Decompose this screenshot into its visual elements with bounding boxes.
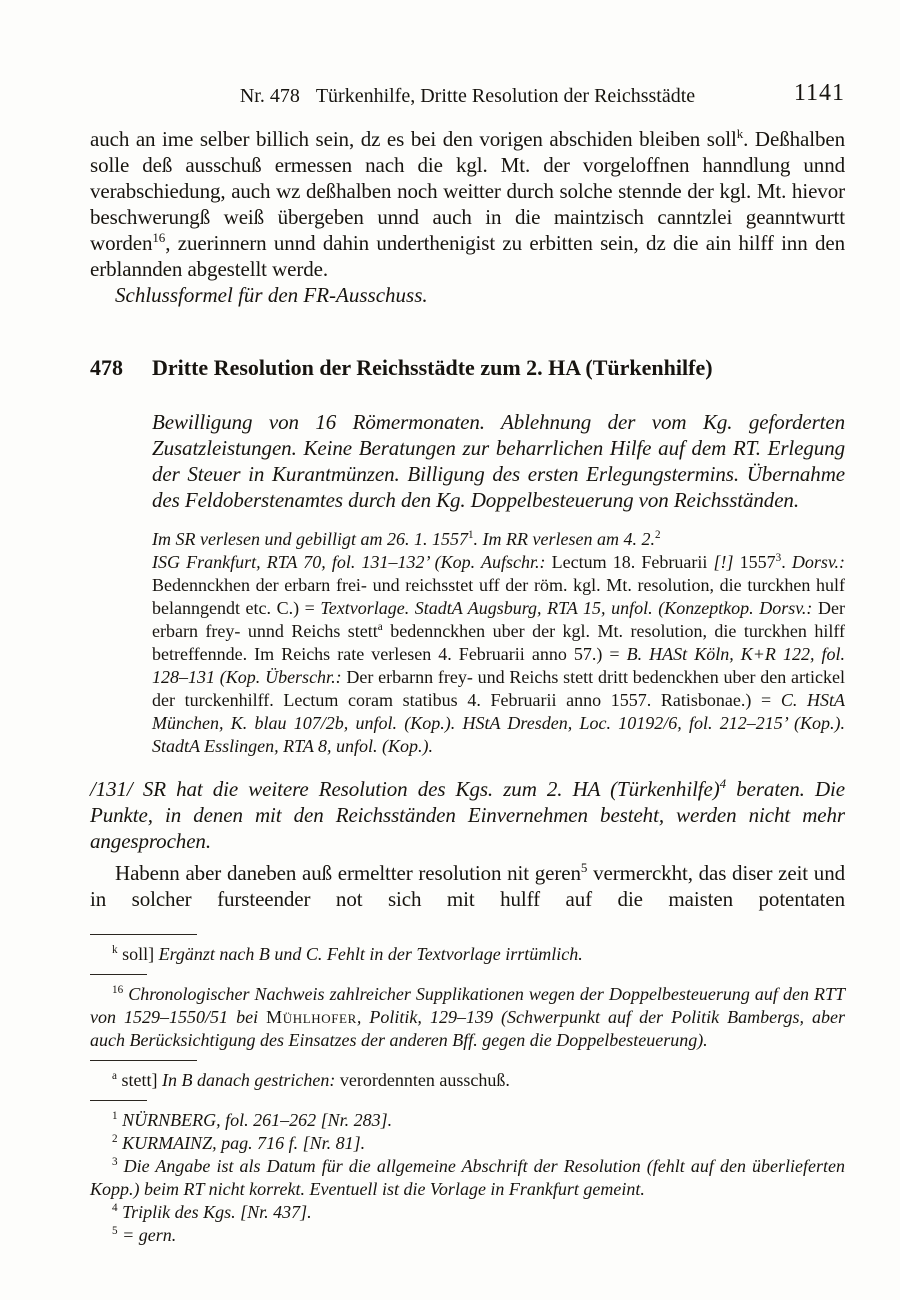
footnote-rule — [90, 974, 147, 975]
footnote-16 — [90, 983, 845, 1052]
entry-heading — [90, 354, 845, 382]
footnote-marker: k — [736, 126, 744, 141]
source-description — [152, 551, 845, 758]
text-segment: , zuerinnern unnd dahin underthenigist zu erbitten sein, dz die ain hilff inn den erblannden abgestellt werde. — [90, 231, 845, 281]
entry-abstract: Bewilligung von 16 Römermonaten. Ablehnung der vom Kg. geforderten Zusatzleistungen. Keine Beratungen zur beharrlichen Hilfe auf dem RT. Erlegung der Steuer in Kurantmünzen. Billigung des ersten Erlegungstermins. Übernahme des Feldoberstenamtes durch den Kg. Doppelbesteuerung von Reichsständen. — [152, 410, 845, 512]
running-header-title: Türkenhilfe, Dritte Resolution der Reichsstädte — [315, 85, 696, 107]
footnote-rule — [90, 934, 197, 935]
text-segment: Bedennckhen der erbarn frei- und reichsstet uff der röm. kgl. Mt. resolution, die turckhen hulf belanngendt etc. C. — [152, 575, 845, 618]
text-segment: vermerckht, das diser zeit und in solcher fursteender not sich mit hulff auf die maisten potentaten — [90, 861, 845, 911]
footnote-marker: k — [112, 944, 118, 956]
text-segment: ISG Frankfurt, RTA 70, fol. 131–132’ (Kop. Aufschr.: — [152, 552, 546, 572]
text-segment: soll] — [117, 944, 159, 964]
footnote-2 — [90, 1132, 845, 1155]
text-segment: Die Angabe ist als Datum für die allgemeine Abschrift der Resolution (fehlt auf den überlieferten Kopp.) beim RT nicht korrekt. Eventuell ist die Vorlage in Frankfurt gemeint. — [90, 1156, 845, 1199]
text-segment: . Deßhalben solle deß ausschuß ermessen nach die kgl. Mt. der vorgeloffnen hanndlung unnd verabschiedung, auch wz deßhalben noch weitter durch solche stennde der kgl. Mt. hievor beschwerungß weiß übergeben unnd auch in die maintzisch canntzlei geanntwurtt worden — [90, 127, 845, 255]
text-segment: , Politik, 129–139 (Schwerpunkt auf der Politik Bambergs, aber auch Berücksichtigung des Einsatzes der anderen Bff. gegen die Doppelbesteuerung). — [90, 1007, 846, 1050]
footnote-marker: 2 — [654, 529, 661, 541]
page-number: 1141 — [793, 80, 845, 106]
text-segment: . Im RR verlesen am 4. 2. — [473, 529, 655, 549]
text-segment: [!] — [713, 552, 734, 572]
footnote-marker: 16 — [112, 984, 124, 996]
text-segment: stett] — [116, 1070, 162, 1090]
footnote-5 — [90, 1224, 845, 1247]
text-segment: beraten. Die Punkte, in denen mit den Reichsständen Einvernehmen besteht, werden nicht mehr angesprochen. — [90, 777, 845, 853]
paragraph-continuation — [90, 126, 845, 282]
text-segment: Ergänzt nach B und C. Fehlt in der Textvorlage irrtümlich. — [158, 944, 583, 964]
text-segment: 1557 — [733, 552, 776, 572]
text-segment: /131/ SR hat die weitere Resolution des Kgs. zum 2. HA (Türkenhilfe) — [90, 777, 720, 801]
text-segment: KURMAINZ, pag. 716 f. [Nr. 81]. — [117, 1133, 366, 1153]
footnote-critical-a — [90, 1069, 845, 1092]
footnote-marker: a — [377, 621, 383, 633]
footnote-marker: 3 — [112, 1156, 118, 1168]
text-segment: . — [781, 552, 792, 572]
footnote-1 — [90, 1109, 845, 1132]
source-reading-note — [152, 528, 845, 551]
text-segment: auch an ime selber billich sein, dz es bei den vorigen abschiden bleiben soll — [90, 127, 737, 151]
text-segment: C. HStA München, K. blau 107/2b, unfol. (Kop.). HStA Dresden, Loc. 10192/6, fol. 212–215’ (Kop.). StadtA Esslingen, RTA 8, unfol. (Kop.). — [152, 690, 845, 756]
footnote-rule — [90, 1100, 147, 1101]
footnote-marker: 4 — [719, 776, 727, 791]
entry-title: Dritte Resolution der Reichsstädte zum 2. HA (Türkenhilfe) — [152, 355, 713, 380]
closing-formula: Schlussformel für den FR-Ausschuss. — [115, 283, 428, 307]
text-segment: Textvorlage. StadtA Augsburg, RTA 15, unfol. (Konzeptkop. Dorsv.: — [320, 598, 813, 618]
text-segment: Lectum 18. Februarii — [545, 552, 714, 572]
text-segment: B. HASt Köln, K+R 122, fol. 128–131 (Kop. Überschr.: — [152, 644, 845, 687]
text-segment: Dorsv.: — [791, 552, 846, 572]
text-segment: verordennten ausschuß. — [335, 1070, 510, 1090]
text-segment: Im SR verlesen und gebilligt am 26. 1. 1557 — [152, 529, 468, 549]
text-segment: Der erbarn frey- unnd Reichs stett — [152, 598, 845, 641]
footnote-marker: 3 — [775, 552, 782, 564]
footnote-4 — [90, 1201, 845, 1224]
footnote-marker: 2 — [112, 1133, 118, 1145]
entry-text-quotation — [90, 860, 845, 912]
footnote-marker: a — [112, 1070, 117, 1082]
text-segment: ) = — [745, 690, 781, 710]
text-segment: Habenn aber daneben auß ermeltter resolution nit geren — [115, 861, 581, 885]
footnote-rule — [90, 1060, 197, 1061]
text-segment: Chronologischer Nachweis zahlreicher Supplikationen wegen der Doppelbesteuerung auf den RTT von 1529–1550/51 bei — [90, 984, 845, 1027]
text-segment: NÜRNBERG, fol. 261–262 [Nr. 283]. — [117, 1110, 393, 1130]
text-segment: Der erbarnn frey- und Reichs stett dritt bedenckhen uber den artickel der turckenhilff. Lectum coram statibus 4. Februarii anno 1557. Ratisbonae. — [152, 667, 845, 710]
text-segment: ) = — [596, 644, 627, 664]
text-segment: Mühlhofer — [266, 1007, 357, 1027]
footnote-3 — [90, 1155, 845, 1201]
footnote-marker: 5 — [580, 860, 588, 875]
text-segment: ) = — [293, 598, 321, 618]
running-header — [90, 80, 845, 109]
footnote-marker: 1 — [467, 529, 474, 541]
entry-number: 478 — [90, 355, 123, 380]
text-segment: In B danach gestrichen: — [161, 1070, 336, 1090]
footnote-marker: 1 — [112, 1110, 118, 1122]
text-segment: bedennckhen uber der kgl. Mt. resolution, die turckhen hilff betreffennde. Im Reichs rate verlesen 4. Februarii anno 57. — [152, 621, 845, 664]
footnote-marker: 4 — [112, 1202, 118, 1214]
text-segment: = gern. — [117, 1225, 177, 1245]
running-header-number: Nr. 478 — [239, 85, 300, 107]
entry-text-summary — [90, 776, 845, 854]
footnote-marker: 16 — [152, 230, 166, 245]
footnote-marker: 5 — [112, 1225, 118, 1237]
footnote-critical-k — [90, 943, 845, 966]
text-segment: Triplik des Kgs. [Nr. 437]. — [117, 1202, 312, 1222]
